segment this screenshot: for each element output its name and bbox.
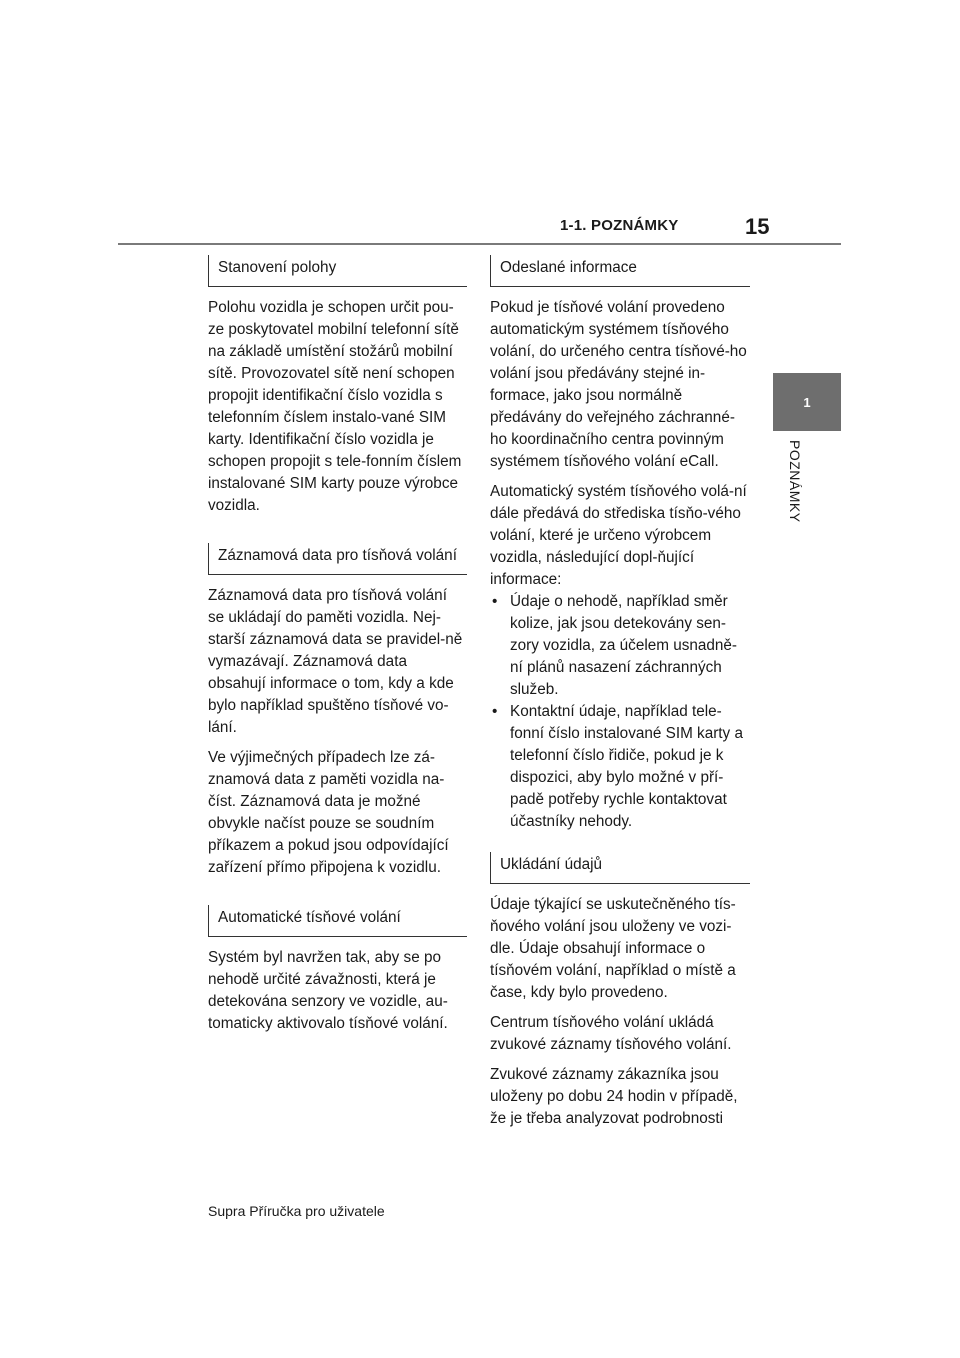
paragraph: Zvukové záznamy zákazníka jsou uloženy po dobu 24 hodin v případě, že je třeba analyzovat podrobnosti <box>490 1066 738 1127</box>
paragraph: Centrum tísňového volání ukládá zvukové záznamy tísňového volání. <box>490 1014 732 1053</box>
list-item: • Údaje o nehodě, například směr kolize, jak jsou detekovány sen-zory vozidla, za účelem usnadně-ní plánů nasazení záchranných služeb. <box>490 591 748 701</box>
section-heading: Ukládání údajů <box>490 852 750 884</box>
header-rule <box>118 243 841 245</box>
section-location <box>208 255 466 517</box>
paragraph: Údaje týkající se uskutečněného tís-ňového volání jsou uloženy ve vozi-dle. Údaje obsahují informace o tísňovém volání, například o místě a čase, kdy bylo provedeno. <box>490 896 736 1001</box>
section-sent-info <box>490 255 748 833</box>
section-record-data <box>208 543 466 879</box>
paragraph: Automatický systém tísňového volá-ní dále předává do střediska tísňo-vého volání, které je určeno výrobcem vozidla, následující dopl-ňující informace: <box>490 483 747 588</box>
paragraph: Záznamová data pro tísňová volání se ukládají do paměti vozidla. Nej-starší záznamová data se pravidel-ně vymazávají. Záznamová data obsahují informace o tom, kdy a kde bylo například spuštěno tísňové vo-lání. <box>208 587 463 736</box>
section-heading: Záznamová data pro tísňová volání <box>208 543 467 575</box>
chapter-number: 1 <box>803 394 811 410</box>
bullet-list <box>490 591 748 833</box>
paragraph: Polohu vozidla je schopen určit pou-ze poskytovatel mobilní telefonní sítě na základě umístění stožárů mobilní sítě. Provozovatel sítě není schopen propojit identifikační číslo vozidla s telefonním číslem instalo-vané SIM karty. Identifikační číslo vozidla je schopen propojit s tele-fonním číslem instalované SIM karty pouze výrobce vozidla. <box>208 299 462 514</box>
section-heading: Odeslané informace <box>490 255 750 287</box>
running-header: 1-1. POZNÁMKY <box>560 217 679 234</box>
footer-manual-title: Supra Příručka pro uživatele <box>208 1203 385 1219</box>
section-data-storage <box>490 852 748 1130</box>
chapter-tab[interactable] <box>773 373 841 431</box>
chapter-side-label: POZNÁMKY <box>787 440 803 523</box>
paragraph: Pokud je tísňové volání provedeno automatickým systémem tísňového volání, do určeného centra tísňové-ho volání jsou předávány stejné in-formace, jako jsou normálně předávány do veřejného záchranné-ho koordinačního centra povinným systémem tísňového volání eCall. <box>490 299 747 470</box>
right-column <box>490 255 748 1138</box>
paragraph: Ve výjimečných případech lze zá-znamová data z paměti vozidla na-číst. Záznamová data je možné obvykle načíst pouze se soudním příkazem a pokud jsou odpovídající zařízení přímo připojena k vozidlu. <box>208 749 449 876</box>
paragraph: Systém byl navržen tak, aby se po nehodě určité závažnosti, která je detekována senzory ve vozidle, au-tomaticky aktivovalo tísňové volání. <box>208 949 448 1032</box>
section-automatic-call <box>208 905 466 1035</box>
section-heading: Automatické tísňové volání <box>208 905 467 937</box>
left-column <box>208 255 466 1043</box>
section-heading: Stanovení polohy <box>208 255 467 287</box>
list-item: • Kontaktní údaje, například tele-fonní číslo instalované SIM karty a telefonní číslo řidiče, pokud je k dispozici, aby bylo možné v pří-padě potřeby rychle kontaktovat účastníky nehody. <box>490 701 748 833</box>
page-number: 15 <box>745 214 770 239</box>
